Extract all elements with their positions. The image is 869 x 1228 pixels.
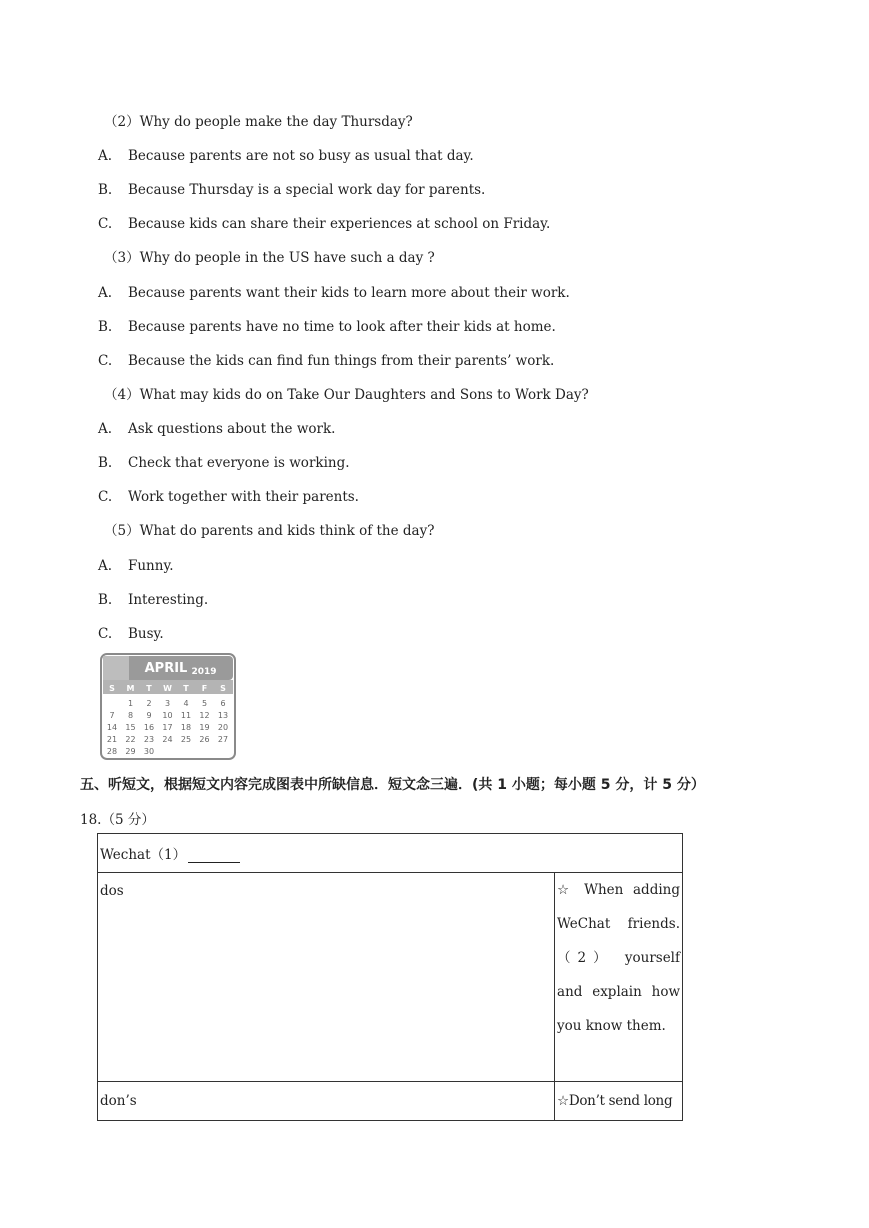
calendar-day: 20: [217, 723, 229, 732]
question-4-stem: （4）What may kids do on Take Our Daughters and Sons to Work Day?: [104, 387, 589, 403]
calendar-day: 15: [125, 723, 136, 732]
question-5-option-b: B. Interesting.: [98, 592, 209, 608]
donts-detail-cell: [555, 1082, 683, 1121]
table-title-cell: [98, 834, 683, 873]
calendar-day: 22: [125, 735, 136, 744]
donts-label: don’s: [100, 1093, 137, 1109]
calendar-day: 2: [146, 699, 152, 708]
answer-blank-1[interactable]: [188, 850, 240, 863]
question-3-option-b: B. Because parents have no time to look after their kids at home.: [98, 319, 556, 335]
question-3-option-c: C. Because the kids can find fun things from their parents’ work.: [98, 353, 555, 369]
calendar-day: 30: [143, 747, 155, 756]
calendar-day: 27: [217, 735, 229, 744]
calendar-weekday: T: [183, 684, 189, 693]
calendar-day: 11: [180, 711, 192, 720]
calendar-day: 3: [164, 699, 171, 708]
dos-label: dos: [100, 883, 124, 899]
calendar-weekday: S: [220, 684, 226, 693]
calendar-day: 16: [143, 723, 155, 732]
calendar-header-accent: [103, 656, 129, 680]
calendar-weekday: W: [163, 684, 172, 693]
calendar-day: 18: [180, 723, 192, 732]
donts-detail-text: ☆Don’t send long: [557, 1093, 673, 1109]
dos-cell: [98, 873, 555, 1082]
question-4-option-b: B. Check that everyone is working.: [98, 455, 350, 471]
question-5-option-a: A. Funny.: [98, 558, 174, 574]
question-3-stem: （3）Why do people in the US have such a day ?: [104, 250, 435, 266]
question-2-stem: （2）Why do people make the day Thursday?: [104, 114, 413, 130]
calendar-day: 4: [183, 699, 189, 708]
answer-table: [97, 833, 683, 1121]
calendar-month: APRIL: [144, 661, 188, 676]
calendar-day: 9: [146, 711, 152, 720]
question-4-option-c: C. Work together with their parents.: [98, 489, 359, 505]
calendar-day: 29: [125, 747, 136, 756]
calendar-day: 8: [127, 711, 134, 720]
calendar-day: 14: [106, 723, 118, 732]
donts-cell: [98, 1082, 555, 1121]
section-5-heading: 五、听短文，根据短文内容完成图表中所缺信息．短文念三遍．(共 1 小题；每小题 5 分，计 5 分）: [80, 777, 705, 793]
calendar-day: 6: [220, 699, 226, 708]
calendar-day: 26: [199, 735, 210, 744]
question-4-option-a: A. Ask questions about the work.: [98, 421, 336, 437]
calendar-day: 1: [127, 699, 134, 708]
calendar-day: 19: [199, 723, 210, 732]
table-title: Wechat（1）: [100, 847, 187, 863]
question-3-option-a: A. Because parents want their kids to learn more about their work.: [98, 285, 570, 301]
question-5-option-c: C. Busy.: [98, 626, 164, 642]
calendar-image: [100, 653, 236, 760]
calendar-day: 17: [162, 723, 173, 732]
calendar-day: 12: [199, 711, 210, 720]
question-2-option-a: A. Because parents are not so busy as usual that day.: [98, 148, 474, 164]
dos-detail-text: ☆ When adding WeChat friends. （2） yourself and explain how you know them.: [557, 882, 680, 1034]
calendar-day: 10: [162, 711, 173, 720]
calendar-day: 28: [106, 747, 118, 756]
calendar-day: 21: [106, 735, 118, 744]
question-2-option-c: C. Because kids can share their experiences at school on Friday.: [98, 216, 551, 232]
calendar-day: 13: [217, 711, 229, 720]
calendar-weekday: F: [201, 684, 208, 693]
calendar-year: 2019: [191, 667, 217, 677]
calendar-day: 7: [109, 711, 115, 720]
calendar-weekday: S: [109, 684, 115, 693]
question-5-stem: （5）What do parents and kids think of the day?: [104, 523, 435, 539]
question-2-option-b: B. Because Thursday is a special work day for parents.: [98, 182, 486, 198]
calendar-weekday: T: [146, 684, 152, 693]
calendar-day: 5: [201, 699, 208, 708]
calendar-weekday: M: [126, 684, 135, 693]
calendar-day: 23: [143, 735, 155, 744]
dos-detail-cell: [555, 873, 683, 1082]
calendar-day: 24: [162, 735, 173, 744]
question-18-number: 18.（5 分）: [80, 812, 155, 828]
calendar-day: 25: [180, 735, 192, 744]
